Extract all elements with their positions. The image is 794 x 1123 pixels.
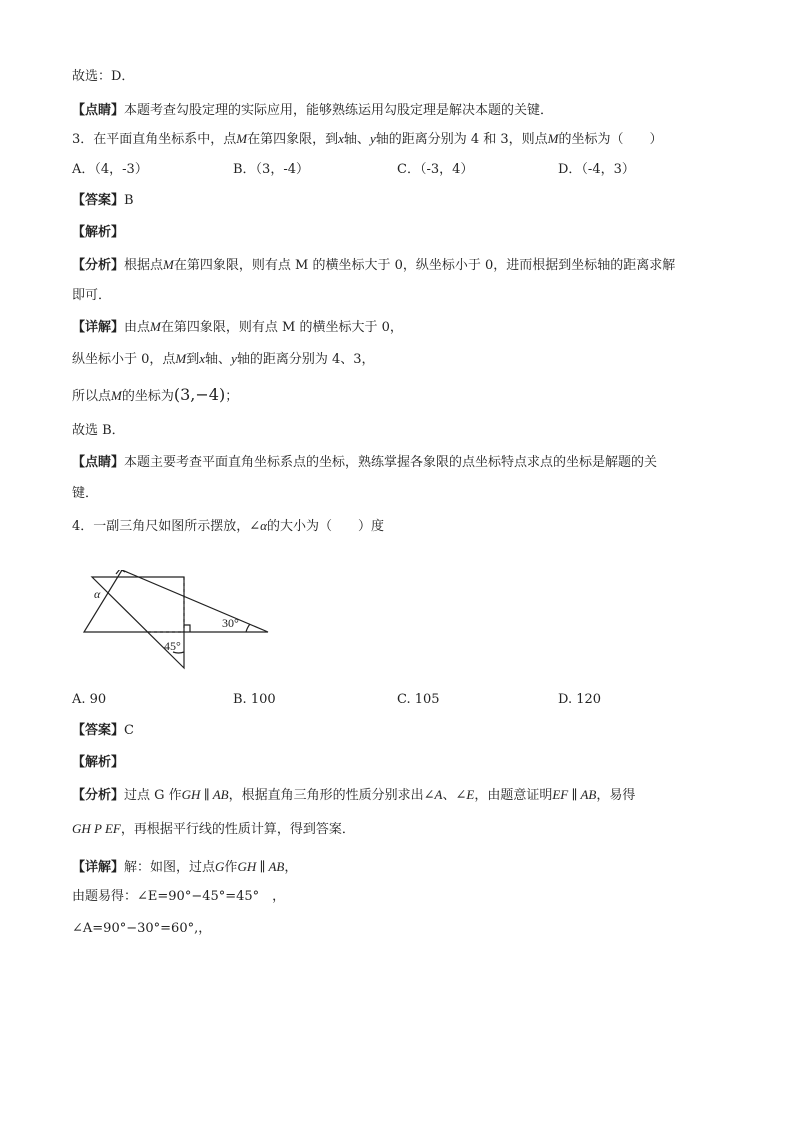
- q4-stem-end: 的大小为（ ）度: [267, 519, 385, 534]
- right-angle-mark-bottom: [184, 625, 190, 632]
- q4-var-alpha: α: [260, 518, 267, 533]
- q4-line-e-text: 由题易得：∠E=90°−45°=45° ，: [72, 889, 286, 904]
- label-30deg: 30°: [222, 616, 239, 630]
- detail3-pre: 所以点: [72, 389, 112, 404]
- detail3-end: ；: [225, 389, 239, 404]
- q4-fenxi-ef: EF ∥ AB: [552, 787, 597, 802]
- q4-detail-gh: GH ∥ AB: [237, 859, 285, 874]
- q3-stem-pre: 3．在平面直角坐标系中，点: [72, 132, 237, 147]
- q4-line-a: [72, 920, 211, 938]
- q3-detail-line3: [72, 386, 238, 406]
- detail2-mid: 到: [186, 352, 200, 367]
- answer-label: 【答案】: [72, 193, 125, 208]
- fenxi-var-m: M: [163, 257, 174, 272]
- q3-option-c: C．（-3，4）: [397, 162, 474, 177]
- q3-comment-text: 本题主要考查平面直角坐标系点的坐标，熟练掌握各象限的点坐标特点求点的坐标是解题的关: [124, 455, 658, 470]
- q4-answer-label: 【答案】: [72, 723, 125, 738]
- q3-fenxi-line: [72, 256, 675, 275]
- q4-fenxi-t4: ，由题意证明: [474, 788, 553, 803]
- q4-detail-label: 【详解】: [72, 860, 125, 875]
- q4-fenxi-t5: ，易得: [596, 788, 636, 803]
- choose-text: 故选：D．: [72, 69, 135, 84]
- fenxi-cont: 即可．: [72, 288, 112, 303]
- analysis-label: 【解析】: [72, 225, 125, 240]
- comment-text: 本题考查勾股定理的实际应用，能够熟练运用勾股定理是解决本题的关键．: [124, 103, 554, 118]
- q3-detail-line: [72, 318, 403, 337]
- q4-stem-pre: 4．一副三角尺如图所示摆放，∠: [72, 519, 261, 534]
- q4-detail-line: [72, 858, 297, 877]
- detail2-var-m: M: [175, 351, 187, 366]
- q3-stem: [72, 130, 663, 149]
- q3-option-b: B．（3，-4）: [233, 162, 309, 177]
- q4-detail-t2: 作: [224, 860, 238, 875]
- detail2-pre: 纵坐标小于 0，点: [72, 352, 176, 367]
- detail3-coord: (3,−4): [173, 385, 226, 404]
- q3-var-m: M: [236, 131, 248, 146]
- q3-detail-line2: [72, 350, 375, 369]
- q4-fenxi-text2: ，再根据平行线的性质计算，得到答案．: [120, 822, 355, 837]
- q3-var-x: x: [338, 131, 344, 146]
- comment-line: [72, 102, 553, 120]
- q4-fenxi-t2: ，根据直角三角形的性质分别求出∠: [228, 788, 435, 803]
- detail-text: 在第四象限，则有点 M 的横坐标大于 0，: [160, 320, 403, 335]
- q3-analysis-line: [72, 224, 124, 242]
- q3-comment-line: [72, 454, 657, 472]
- q3-var-y: y: [369, 131, 376, 146]
- q3-var-m2: M: [547, 131, 559, 146]
- q4-option-b: B. 100: [233, 692, 276, 707]
- q3-option-d: D．（-4，3）: [558, 162, 635, 177]
- q3-stem-mid3: 轴的距离分别为 4 和 3，则点: [375, 132, 548, 147]
- detail-pre: 由点: [124, 320, 151, 335]
- q3-fenxi-cont: [72, 287, 111, 305]
- q3-answer-line: [72, 192, 134, 210]
- q4-fenxi-label: 【分析】: [72, 788, 125, 803]
- q4-option-d: D. 120: [558, 692, 602, 707]
- detail3-var-m: M: [111, 388, 122, 403]
- q4-analysis-label: 【解析】: [72, 755, 125, 770]
- q4-fenxi-a: A: [434, 787, 443, 802]
- answer-value: B: [124, 193, 134, 208]
- q4-detail-t1: 解：如图，过点: [124, 860, 216, 875]
- detail3-mid: 的坐标为: [121, 389, 174, 404]
- q4-answer-line: [72, 722, 134, 740]
- triangle-ruler-figure: [80, 570, 280, 680]
- detail2-end: 轴的距离分别为 4、3，: [236, 352, 375, 367]
- q3-comment-label: 【点睛】: [72, 455, 125, 470]
- detail-label: 【详解】: [72, 320, 125, 335]
- q4-analysis-line: [72, 754, 124, 772]
- angle-arc-30: [246, 624, 250, 632]
- q4-option-c: C. 105: [397, 692, 440, 707]
- choose-line: [72, 68, 134, 86]
- detail2-mid2: 轴、: [205, 352, 232, 367]
- q4-option-a: A. 90: [72, 692, 107, 707]
- label-45deg: 45°: [164, 639, 181, 653]
- q4-fenxi-line2: [72, 820, 355, 839]
- q3-choose: 故选 B．: [72, 423, 125, 438]
- q4-fenxi-line: [72, 786, 635, 805]
- fenxi-pre: 根据点: [124, 258, 164, 273]
- detail2-var-y: y: [231, 351, 237, 366]
- q4-fenxi-gh: GH ∥ AB: [181, 787, 229, 802]
- q4-detail-t3: ，: [284, 860, 298, 875]
- q4-answer-value: C: [124, 723, 134, 738]
- q3-stem-mid2: 轴、: [343, 132, 370, 147]
- comment-label: 【点睛】: [72, 103, 125, 118]
- q4-detail-g: G: [215, 859, 225, 874]
- triangle-30-60-90: [84, 570, 268, 632]
- q3-choose-line: [72, 422, 125, 440]
- q4-fenxi-t3: 、∠: [442, 788, 467, 803]
- label-alpha: α: [94, 587, 101, 601]
- detail2-var-x: x: [199, 351, 206, 366]
- fenxi-text: 在第四象限，则有点 M 的横坐标大于 0，纵坐标小于 0，进而根据到坐标轴的距离求解: [173, 258, 676, 273]
- q3-comment-cont: [72, 485, 98, 503]
- q3-option-a: A．（4，-3）: [72, 162, 148, 177]
- fenxi-label: 【分析】: [72, 258, 125, 273]
- q3-comment-cont-text: 键．: [72, 486, 99, 501]
- q4-fenxi-e: E: [466, 787, 475, 802]
- q4-line-a-text: ∠A=90°−30°=60°,，: [72, 921, 212, 936]
- q3-stem-mid1: 在第四象限，到: [247, 132, 339, 147]
- q4-fenxi-t1: 过点 G 作: [124, 788, 182, 803]
- q4-fenxi-math2: GH P EF: [72, 821, 121, 836]
- q4-line-e: [72, 888, 285, 906]
- q4-stem: [72, 517, 384, 536]
- detail-var-m: M: [150, 319, 161, 334]
- q3-stem-end: 的坐标为（ ）: [558, 132, 663, 147]
